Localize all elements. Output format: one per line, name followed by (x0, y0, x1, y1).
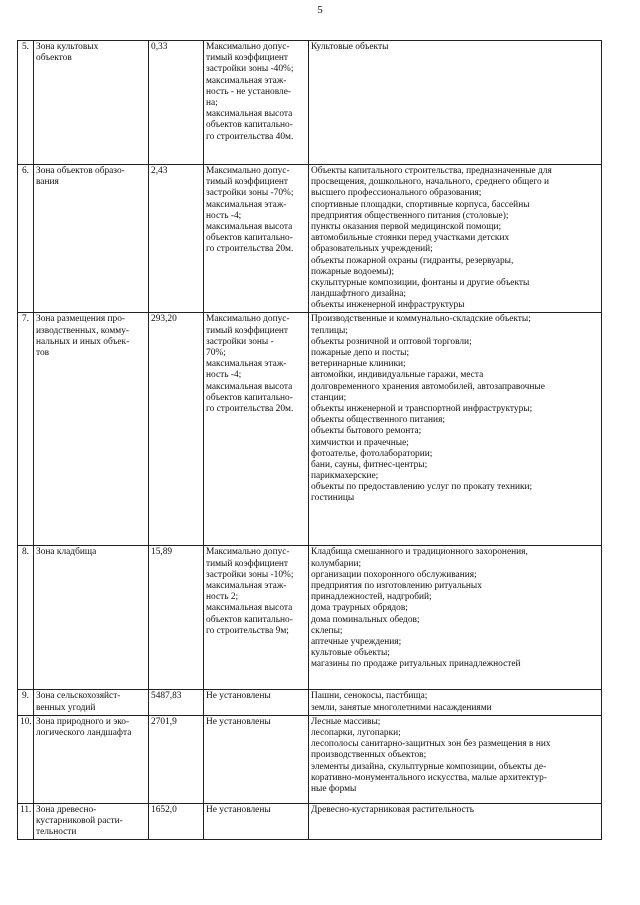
row-number: 8. (18, 546, 34, 690)
zone-object-line: земли, занятые многолетними насаждениями (311, 702, 492, 713)
zone-parameter-line: максимальная этаж- (206, 75, 287, 86)
zone-object-line: фотоателье, фотолаборатории; (311, 448, 433, 459)
zone-object-line: лесопарки, лугопарки; (311, 728, 401, 738)
zone-parameters (204, 313, 309, 546)
zone-object-line: колумбарии; (311, 558, 362, 569)
zone-object-line: Производственные и коммунально-складские объекты; (311, 314, 531, 325)
zone-parameter-line: 70%; (206, 348, 226, 358)
zone-name-line: Зона кладбища (36, 547, 97, 558)
zone-parameters (204, 715, 309, 803)
table-row (18, 546, 602, 690)
zone-parameter-line: максимальная этаж- (206, 359, 287, 370)
zone-object-line: объекты общественного питания; (311, 415, 445, 426)
zone-object-line: объекты инженерной инфраструктуры (311, 300, 465, 311)
zone-name-line: Зона объектов образо- (36, 166, 125, 176)
zone-object-line: образовательных учреждений; (311, 244, 433, 255)
zone-name-line: Зона сельскохозяйст- (36, 691, 121, 702)
table-row (18, 41, 602, 165)
zone-object-line: долговременного хранения автомобилей, автозаправочные (311, 381, 545, 392)
zone-parameter-line: Максимально допус- (206, 166, 290, 176)
zone-name (34, 41, 149, 165)
zones-table (17, 40, 602, 840)
zone-parameter-line: го строительства 20м. (206, 244, 294, 255)
zone-parameter-line: максимальная высота (206, 603, 293, 614)
zone-name-line: кустарниковой расти- (36, 816, 123, 826)
zone-parameter-line: тимый коэффициент (206, 177, 288, 188)
zone-object-line: пожарные водоемы); (311, 266, 395, 277)
zone-parameter-line: ность 2; (206, 592, 239, 603)
zone-object-line: лесополосы санитарно-защитных зон без размещения в них (311, 739, 551, 750)
zone-parameters (204, 41, 309, 165)
zone-parameter-line: застройки зоны -70%; (206, 188, 294, 199)
zone-object-line: бани, сауны, фитнес-центры; (311, 459, 428, 470)
zone-name-line: объектов (36, 53, 72, 64)
zone-object-line: просвещения, дошкольного, начального, среднего общего и (311, 177, 550, 188)
zone-parameters (204, 690, 309, 715)
table-row (18, 690, 602, 715)
zone-permitted-objects (309, 715, 602, 803)
zone-object-line: производственных объектов; (311, 750, 427, 761)
zone-parameters (204, 546, 309, 690)
zone-object-line: элементы дизайна, скульптурные композиции, объекты де- (311, 761, 547, 772)
zone-name-line: Зона природного и эко- (36, 716, 130, 727)
zone-area: 2,43 (149, 165, 204, 313)
zone-object-line: химчистки и прачечные; (311, 437, 409, 448)
zone-parameter-line: тимый коэффициент (206, 53, 288, 64)
zone-area: 5487,83 (149, 690, 204, 715)
table-row (18, 715, 602, 803)
zone-name (34, 313, 149, 546)
zone-object-line: станции; (311, 392, 347, 403)
zone-object-line: теплицы; (311, 325, 348, 336)
zone-parameter-line: объектов капитально- (206, 392, 293, 403)
zone-name (34, 715, 149, 803)
zone-object-line: Культовые объекты (311, 42, 389, 52)
zone-area: 2701,9 (149, 715, 204, 803)
zone-parameter-line: Максимально допус- (206, 42, 290, 52)
zone-name-line: Зона культовых (36, 42, 99, 52)
zone-object-line: парикмахерские; (311, 471, 379, 482)
zones-table-body (18, 41, 602, 840)
row-number: 10. (18, 715, 34, 803)
zone-object-line: объекты пожарной охраны (гидранты, резервуары, (311, 255, 514, 266)
zone-parameter-line: Не установлены (206, 691, 271, 702)
zone-permitted-objects (309, 165, 602, 313)
zone-object-line: культовые объекты; (311, 648, 390, 659)
zone-name-line: нальных и иных объек- (36, 336, 130, 347)
zone-parameter-line: застройки зоны -10%; (206, 569, 294, 580)
zone-object-line: объекты по предоставлению услуг по прокату техники; (311, 482, 533, 493)
zone-parameter-line: Максимально допус- (206, 314, 290, 325)
zone-name-line: вания (36, 177, 59, 188)
zone-parameter-line: тимый коэффициент (206, 558, 288, 569)
zone-permitted-objects (309, 546, 602, 690)
zone-parameter-line: застройки зоны - (206, 336, 274, 347)
zone-object-line: аптечные учреждения; (311, 636, 402, 647)
zone-object-line: коративно-монументального искусства, малые архитектур- (311, 772, 547, 783)
zone-parameters (204, 803, 309, 840)
zone-object-line: дома траурных обрядов; (311, 603, 408, 614)
zone-parameter-line: объектов капитально- (206, 233, 293, 244)
zone-parameter-line: тимый коэффициент (206, 325, 288, 336)
zone-area: 293,20 (149, 313, 204, 546)
zone-name-line: тельности (36, 827, 77, 838)
zone-object-line: объекты бытового ремонта; (311, 426, 422, 437)
zone-object-line: ные формы (311, 783, 357, 794)
row-number: 6. (18, 165, 34, 313)
zone-object-line: Пашни, сенокосы, пастбища; (311, 691, 428, 702)
zone-object-line: гостиницы (311, 493, 355, 504)
zone-area: 15,89 (149, 546, 204, 690)
zone-name (34, 546, 149, 690)
page-number: 5 (317, 4, 323, 16)
zone-name-line: тов (36, 348, 50, 358)
row-number: 9. (18, 690, 34, 715)
zone-object-line: пункты оказания первой медицинской помощи; (311, 221, 502, 232)
zone-object-line: Лесные массивы; (311, 716, 381, 727)
zone-parameter-line: ность - не установле- (206, 86, 291, 97)
zone-object-line: магазины по продаже ритуальных принадлежностей (311, 659, 521, 670)
row-number: 7. (18, 313, 34, 546)
zone-object-line: предприятия общественного питания (столовые); (311, 210, 509, 221)
zone-parameter-line: ность -4; (206, 210, 242, 221)
zone-parameters (204, 165, 309, 313)
zone-parameter-line: го строительства 20м. (206, 403, 294, 414)
zone-name-line: Зона древесно- (36, 804, 97, 815)
zone-name-line: Зона размещения про- (36, 314, 126, 325)
zone-parameter-line: го строительства 40м. (206, 131, 294, 142)
zone-object-line: Объекты капитального строительства, предназначенные для (311, 166, 552, 176)
zone-permitted-objects (309, 803, 602, 840)
zone-object-line: принадлежностей, надгробий; (311, 592, 432, 603)
zone-object-line: склепы; (311, 625, 343, 636)
zone-permitted-objects (309, 313, 602, 546)
zone-parameter-line: Не установлены (206, 716, 271, 727)
zone-object-line: объекты инженерной и транспортной инфраструктуры; (311, 403, 533, 414)
zone-parameter-line: на; (206, 97, 218, 108)
zone-name (34, 165, 149, 313)
table-row (18, 313, 602, 546)
zone-parameter-line: объектов капитально- (206, 120, 293, 131)
zone-object-line: Кладбища смешанного и традиционного захоронения, (311, 547, 528, 558)
zone-object-line: предприятия по изготовлению ритуальных (311, 581, 482, 591)
zone-name (34, 690, 149, 715)
zone-permitted-objects (309, 690, 602, 715)
zone-parameter-line: максимальная этаж- (206, 581, 287, 591)
row-number: 5. (18, 41, 34, 165)
zone-permitted-objects (309, 41, 602, 165)
zone-parameter-line: максимальная высота (206, 109, 293, 120)
zone-object-line: пожарные депо и посты; (311, 348, 410, 358)
zone-object-line: скульптурные композиции, фонтаны и другие объекты (311, 277, 530, 288)
zone-object-line: дома поминальных обедов; (311, 614, 420, 625)
zone-parameter-line: ность -4; (206, 370, 242, 381)
zone-parameter-line: максимальная высота (206, 381, 293, 392)
zone-object-line: ландшафтного дизайна; (311, 289, 406, 300)
zone-object-line: автомойки, индивидуальные гаражи, места (311, 370, 484, 381)
zone-name-line: логического ландшафта (36, 728, 132, 738)
zone-parameter-line: Максимально допус- (206, 547, 290, 558)
zone-area: 1652,0 (149, 803, 204, 840)
zone-object-line: высшего профессионального образования; (311, 188, 482, 199)
zone-parameter-line: го строительства 9м; (206, 625, 289, 636)
zone-object-line: объекты розничной и оптовой торговли; (311, 336, 472, 347)
zone-parameter-line: объектов капитально- (206, 614, 293, 625)
zone-parameter-line: максимальная этаж- (206, 199, 287, 210)
row-number: 11. (18, 803, 34, 840)
table-row (18, 165, 602, 313)
zone-object-line: спортивные площадки, спортивные корпуса, бассейны (311, 199, 530, 210)
zone-parameter-line: максимальная высота (206, 221, 293, 232)
zone-object-line: автомобильные стоянки перед участками детских (311, 233, 510, 244)
zone-name (34, 803, 149, 840)
zone-object-line: Древесно-кустарниковая растительность (311, 804, 475, 815)
zone-object-line: ветеринарные клиники; (311, 359, 406, 370)
zone-parameter-line: застройки зоны -40%; (206, 64, 294, 75)
zone-name-line: изводственных, комму- (36, 325, 130, 336)
zone-name-line: венных угодий (36, 702, 96, 713)
zone-area: 0,33 (149, 41, 204, 165)
zone-parameter-line: Не установлены (206, 804, 271, 815)
table-row (18, 803, 602, 840)
zone-object-line: организации похоронного обслуживания; (311, 569, 477, 580)
